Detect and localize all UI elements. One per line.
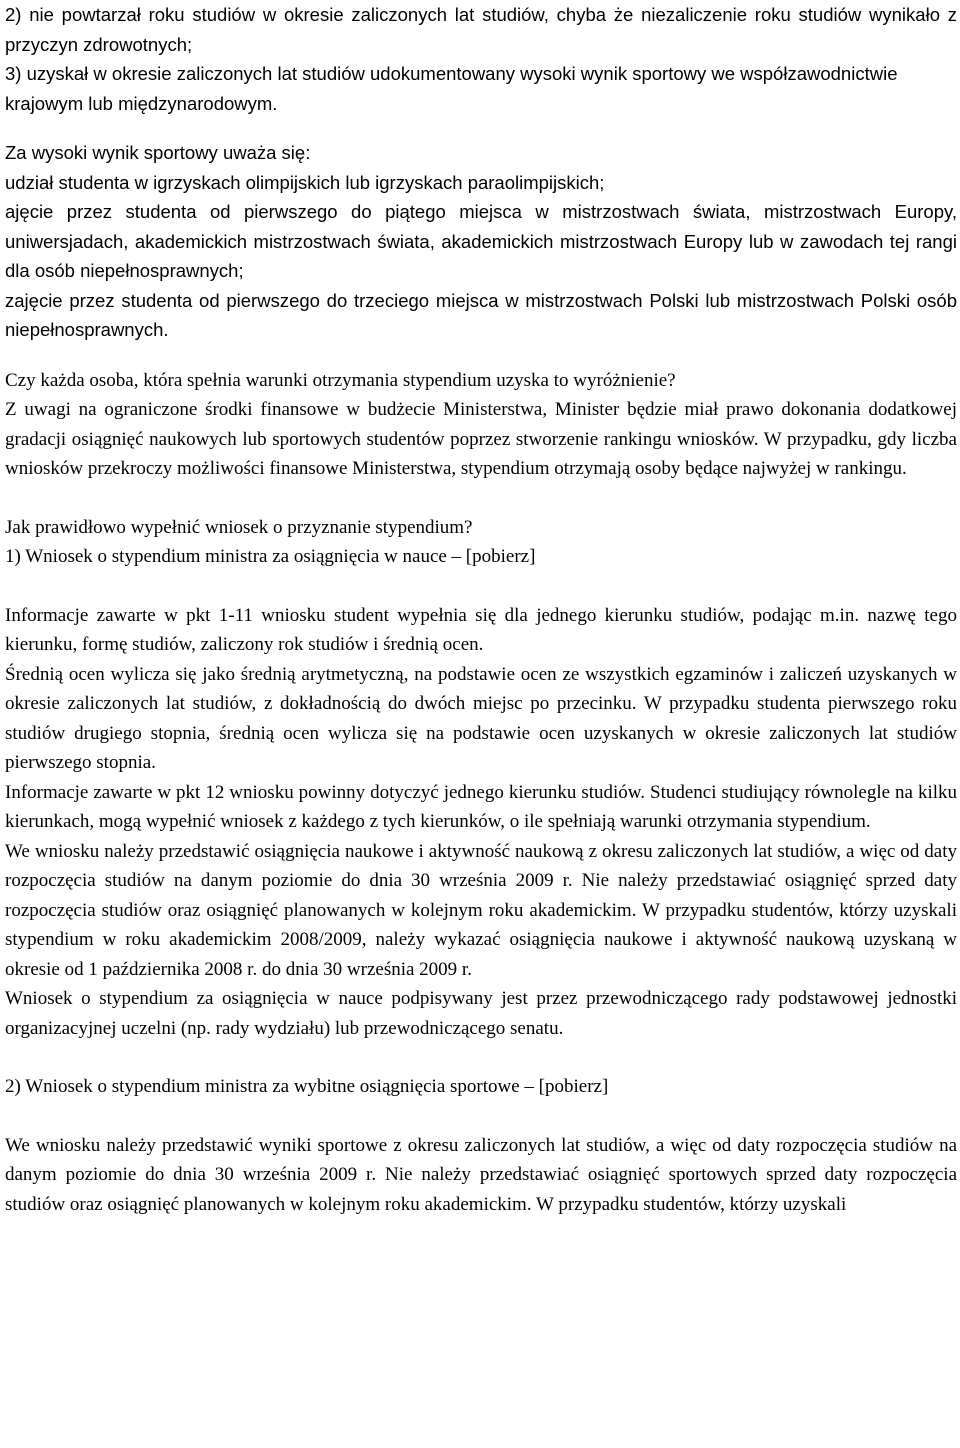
science-paragraph: Średnią ocen wylicza się jako średnią arytmetyczną, na podstawie ocen ze wszystkich egzaminów i zaliczeń uzyskanych w okresie zaliczonych lat studiów, z dokładnością do dwóch miejsc po przecinku. W przypadku studenta pierwszego roku studiów drugiego stopnia, średnią ocen wylicza się na podstawie ocen uzyskanych w okresie zaliczonych lat studiów pierwszego stopnia. [5, 663, 957, 773]
science-form-download-link[interactable]: 1) Wniosek o stypendium ministra za osiągnięcia w nauce – [pobierz] [5, 546, 536, 567]
faq-answer: Z uwagi na ograniczone środki finansowe w budżecie Ministerstwa, Minister będzie miał prawo dokonania dodatkowej gradacji osiągnięć naukowych lub sportowych studentów poprzez stworzenie rankingu wniosków. W przypadku, gdy liczba wniosków przekroczy możliwości finansowe Ministerstwa, stypendium otrzymają osoby będące najwyżej w rankingu. [5, 399, 957, 479]
sport-paragraph: We wniosku należy przedstawić wyniki sportowe z okresu zaliczonych lat studiów, a więc od daty rozpoczęcia studiów na danym poziomie do dnia 30 września 2009 r. Nie należy przedstawiać osiągnięć sportowych sprzed daty rozpoczęcia studiów oraz osiągnięć planowanych w kolejnym roku akademickim. W przypadku studentów, którzy uzyskali [5, 1134, 957, 1215]
document-page [5, 0, 957, 1219]
science-form-heading [5, 542, 957, 572]
sport-definition-section [5, 138, 957, 345]
faq-question: Jak prawidłowo wypełnić wniosek o przyznanie stypendium? [5, 516, 473, 538]
sport-form-download-link[interactable]: 2) Wniosek o stypendium ministra za wybitne osiągnięcia sportowe – [pobierz] [5, 1076, 609, 1097]
faq-question: Czy każda osoba, która spełnia warunki otrzymania stypendium uzyska to wyróżnienie? [5, 369, 676, 391]
science-paragraph: Wniosek o stypendium za osiągnięcia w nauce podpisywany jest przez przewodniczącego rady podstawowej jednostki organizacyjnej uczelni (np. rady wydziału) lub przewodniczącego senatu. [5, 988, 957, 1039]
science-paragraph: Informacje zawarte w pkt 1-11 wniosku student wypełnia się dla jednego kierunku studiów, podając m.in. nazwę tego kierunku, formę studiów, zaliczony rok studiów i średnią ocen. [5, 604, 957, 655]
faq-distinction-section [5, 366, 957, 484]
sport-definition-item: udział studenta w igrzyskach olimpijskich lub igrzyskach paraolimpijskich; [5, 171, 605, 193]
sport-definition-heading: Za wysoki wynik sportowy uważa się: [5, 142, 311, 163]
sport-form-heading [5, 1072, 957, 1102]
intro-section [5, 0, 957, 118]
sport-definition-item: zajęcie przez studenta od pierwszego do trzeciego miejsca w mistrzostwach Polski lub mistrzostwach Polski osób niepełnosprawnych. [5, 289, 957, 340]
science-paragraph: We wniosku należy przedstawić osiągnięcia naukowe i aktywność naukową z okresu zaliczonych lat studiów, a więc od daty rozpoczęcia studiów na danym poziomie do dnia 30 września 2009 r. Nie należy przedstawiać osiągnięć sprzed daty rozpoczęcia studiów oraz osiągnięć planowanych w kolejnym roku akademickim. W przypadku studentów, którzy uzyskali stypendium w roku akademickim 2008/2009, należy wykazać osiągnięcia naukowe i aktywność naukową uzyskaną w okresie od 1 października 2008 r. do dnia 30 września 2009 r. [5, 840, 957, 980]
intro-item-3: 3) uzyskał w okresie zaliczonych lat studiów udokumentowany wysoki wynik sportowy we współzawodnictwie krajowym lub międzynarodowym. [5, 63, 898, 114]
sport-definition-item: ajęcie przez studenta od pierwszego do piątego miejsca w mistrzostwach świata, mistrzostwach Europy, uniwersjadach, akademickich mistrzostwach świata, akademickich mistrzostwach Europy lub w zawodach tej rangi dla osób niepełnosprawnych; [5, 201, 957, 281]
faq-form-section [5, 513, 957, 1220]
science-paragraph: Informacje zawarte w pkt 12 wniosku powinny dotyczyć jednego kierunku studiów. Studenci studiujący równolegle na kilku kierunkach, mogą wypełnić wniosek z każdego z tych kierunków, o ile spełniają warunki otrzymania stypendium. [5, 781, 957, 832]
intro-item-2: 2) nie powtarzał roku studiów w okresie zaliczonych lat studiów, chyba że niezaliczenie roku studiów wynikało z przyczyn zdrowotnych; [5, 4, 957, 55]
